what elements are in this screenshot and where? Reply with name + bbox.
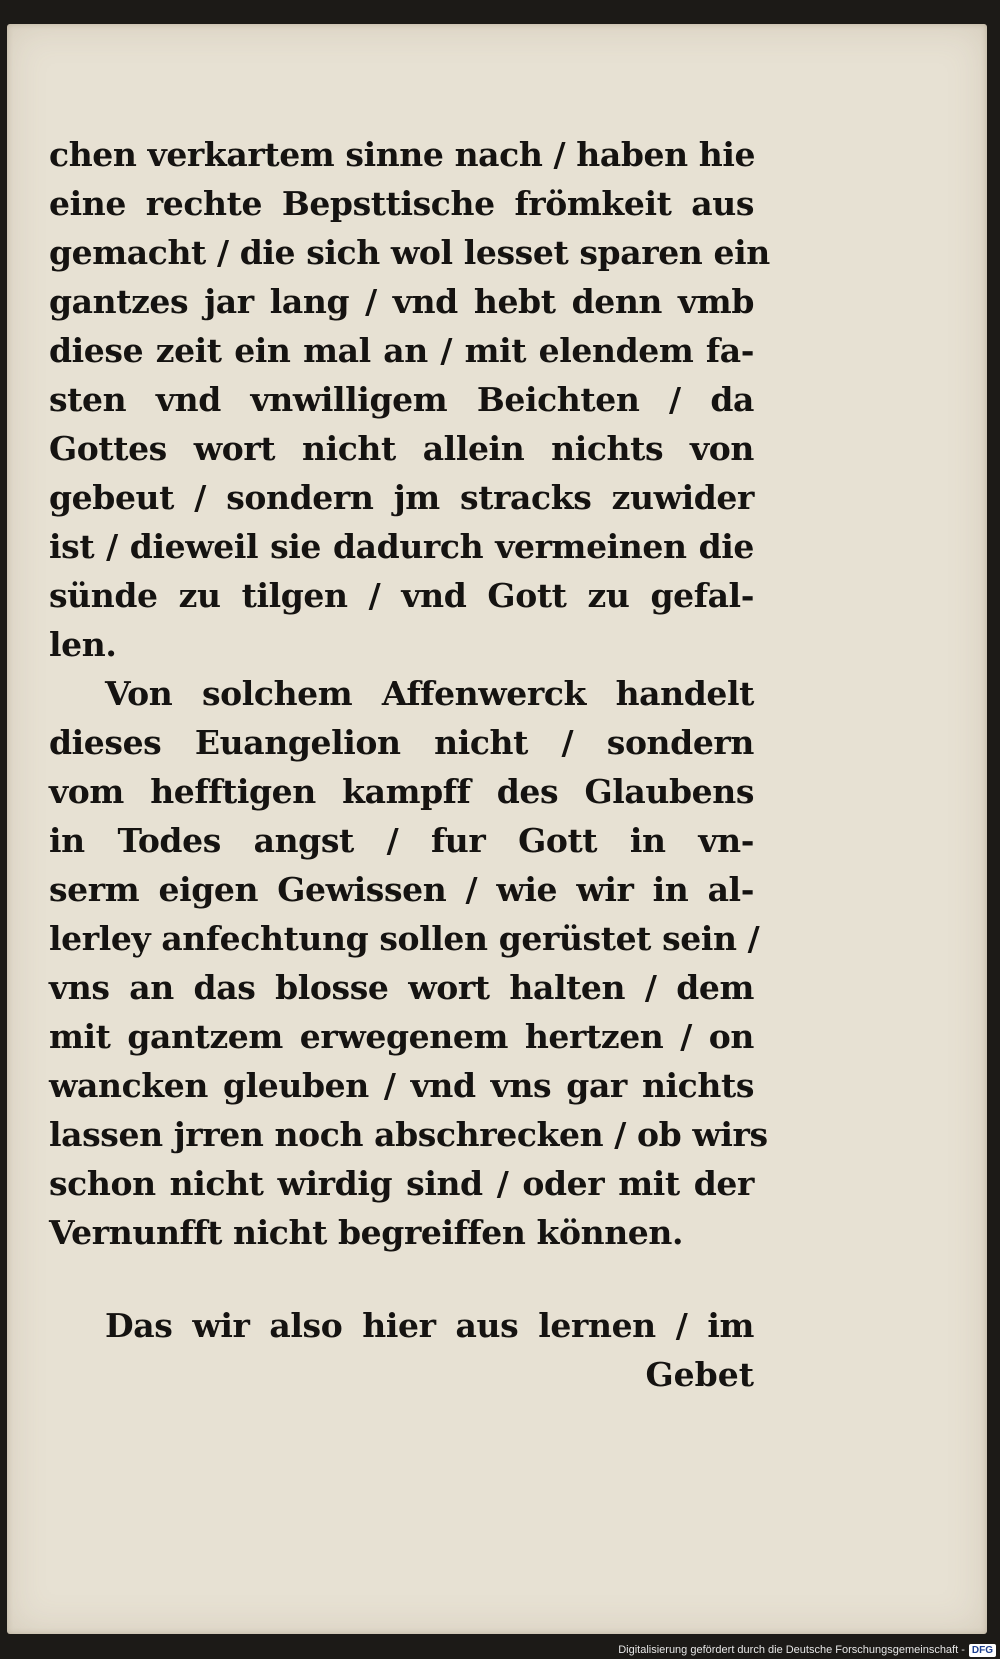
text-line: len. [49, 625, 117, 664]
text-line: dieses Euangelion nicht / sondern [49, 723, 754, 762]
catchword: Gebet [645, 1355, 754, 1394]
text-line: in Todes angst / fur Gott in vn- [49, 821, 754, 860]
funding-notice: Digitalisierung gefördert durch die Deutsche Forschungsgemeinschaft - [618, 1644, 965, 1656]
text-line: sten vnd vnwilligem Beichten / da [49, 380, 754, 419]
text-line: Vernunfft nicht begreiffen können. [49, 1213, 684, 1252]
text-line: wancken gleuben / vnd vns gar nichts [49, 1066, 754, 1105]
text-line: mit gantzem erwegenem hertzen / on [49, 1017, 754, 1056]
text-line: lerley anfechtung sollen gerüstet sein / [49, 919, 760, 958]
text-line: gemacht / die sich wol lesset sparen ein [49, 233, 770, 272]
text-line: ist / dieweil sie dadurch vermeinen die [49, 527, 754, 566]
book-page [7, 24, 987, 1634]
paragraph-gap [49, 1257, 754, 1301]
text-line: schon nicht wirdig sind / oder mit der [49, 1164, 754, 1203]
dfg-logo: DFG [969, 1644, 996, 1657]
text-line: sünde zu tilgen / vnd Gott zu gefal- [49, 576, 754, 615]
text-line: eine rechte Bepsttische frömkeit aus [49, 184, 754, 223]
page-text [49, 130, 770, 1399]
text-line: vom hefftigen kampff des Glaubens [49, 772, 754, 811]
text-line: diese zeit ein mal an / mit elendem fa- [49, 331, 754, 370]
text-line: Das wir also hier aus lernen / im [105, 1306, 754, 1345]
text-line: serm eigen Gewissen / wie wir in al- [49, 870, 754, 909]
text-line: Gottes wort nicht allein nichts von [49, 429, 754, 468]
text-line: gantzes jar lang / vnd hebt denn vmb [49, 282, 754, 321]
text-line: lassen jrren noch abschrecken / ob wirs [49, 1115, 768, 1154]
text-line: Von solchem Affenwerck handelt [105, 674, 754, 713]
text-line: gebeut / sondern jm stracks zuwider [49, 478, 754, 517]
text-line: chen verkartem sinne nach / haben hie [49, 135, 756, 174]
text-line: vns an das blosse wort halten / dem [49, 968, 754, 1007]
digitization-footer [560, 1641, 1000, 1659]
